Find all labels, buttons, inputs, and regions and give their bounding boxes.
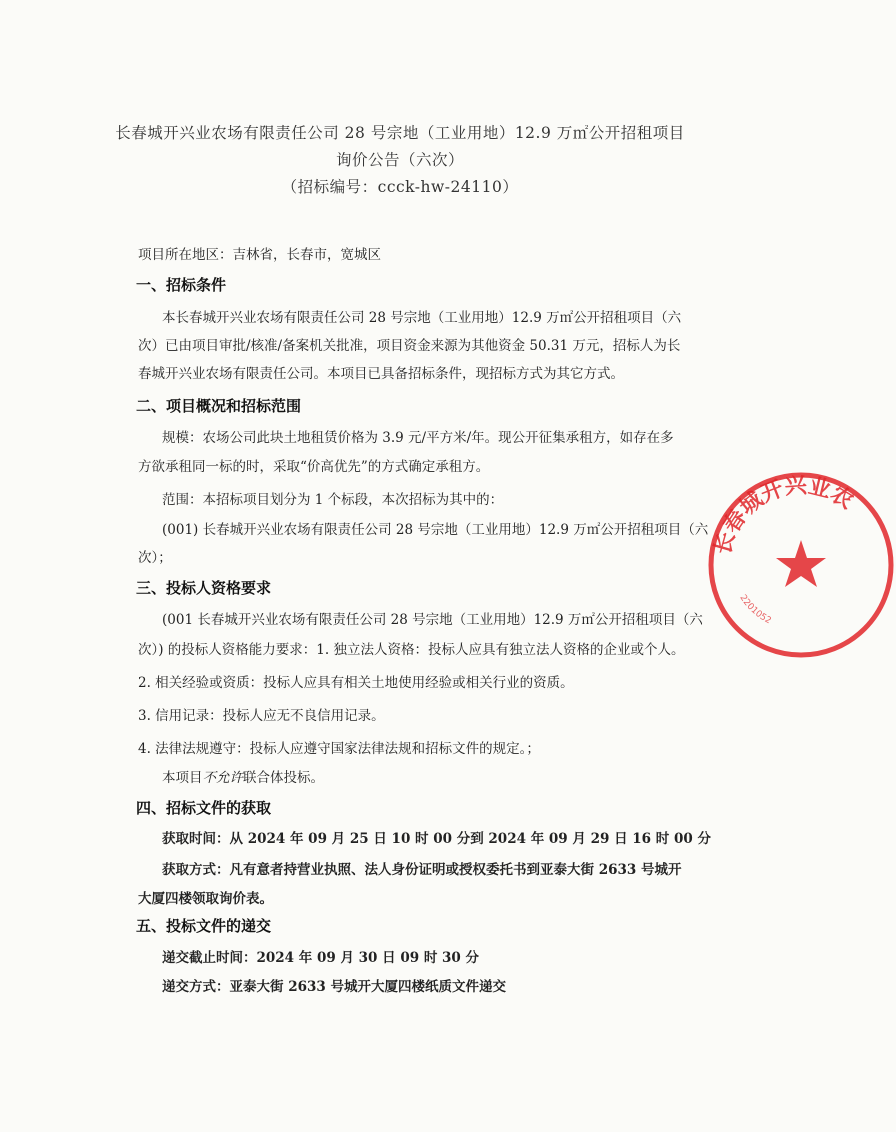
s1-line-1: 本长春城开兴业农场有限责任公司 28 号宗地（工业用地）12.9 万㎡公开招租项目（六 [162, 310, 682, 326]
section-heading-1: 一、招标条件 [136, 276, 227, 294]
s3-line-5: 4. 法律法规遵守：投标人应遵守国家法律法规和招标文件的规定。； [138, 741, 540, 757]
tender-number: （招标编号：ccck-hw-24110） [281, 178, 519, 196]
s2-line-5: 次）； [138, 550, 172, 566]
note-prefix: 本项目 [162, 770, 203, 786]
seal-text: 长春城开兴业农 [709, 472, 859, 558]
section-heading-4: 四、招标文件的获取 [136, 799, 272, 817]
s2-line-2: 方欲承租同一标的时，采取“价高优先”的方式确定承租方。 [138, 459, 490, 475]
note-italic: 不允许 [202, 770, 243, 786]
s3-joint-bid-note [162, 766, 324, 786]
company-seal [706, 470, 896, 660]
svg-text:2201052 [737, 593, 772, 626]
s3-line-3: 2. 相关经验或资质：投标人应具有相关土地使用经验或相关行业的资质。 [138, 675, 574, 691]
s5-line-2: 递交方式：亚泰大街 2633 号城开大厦四楼纸质文件递交 [162, 979, 506, 995]
section-heading-2: 二、项目概况和招标范围 [136, 397, 302, 415]
title-block [60, 120, 740, 201]
s4-line-2: 获取方式：凡有意者持营业执照、法人身份证明或授权委托书到亚泰大街 2633 号城开 [162, 862, 682, 878]
s2-line-1: 规模：农场公司此块土地租赁价格为 3.9 元/平方米/年。现公开征集承租方，如存在多 [162, 430, 674, 446]
s3-line-4: 3. 信用记录：投标人应无不良信用记录。 [138, 708, 385, 724]
s4-line-1: 获取时间：从 2024 年 09 月 25 日 10 时 00 分到 2024 年 09 月 29 日 16 时 00 分 [162, 831, 711, 847]
s4-line-3: 大厦四楼领取询价表。 [138, 891, 273, 907]
section-heading-3: 三、投标人资格要求 [136, 579, 272, 597]
section-heading-5: 五、投标文件的递交 [136, 917, 272, 935]
seal-number: 2201052 [737, 593, 773, 627]
s2-line-4: (001) 长春城开兴业农场有限责任公司 28 号宗地（工业用地）12.9 万㎡公开招租项目（六 [162, 522, 709, 538]
s1-line-2: 次）已由项目审批/核准/备案机关批准，项目资金来源为其他资金 50.31 万元，招标人为长 [138, 338, 681, 354]
note-suffix: 联合体投标。 [243, 770, 324, 786]
seal-star-icon [776, 540, 826, 587]
s5-line-1: 递交截止时间：2024 年 09 月 30 日 09 时 30 分 [162, 950, 480, 966]
title-line-2: 询价公告（六次） [335, 151, 464, 169]
s3-line-2: 次）) 的投标人资格能力要求：1. 独立法人资格：投标人应具有独立法人资格的企业或个人。 [138, 642, 685, 658]
title-line-1: 长春城开兴业农场有限责任公司 28 号宗地（工业用地）12.9 万㎡公开招租项目 [115, 124, 685, 142]
s3-line-1: (001 长春城开兴业农场有限责任公司 28 号宗地（工业用地）12.9 万㎡公开招租项目（六 [162, 612, 703, 628]
s1-line-3: 春城开兴业农场有限责任公司。本项目已具备招标条件，现招标方式为其它方式。 [138, 366, 624, 382]
s2-line-3: 范围：本招标项目划分为 1 个标段，本次招标为其中的： [162, 492, 504, 508]
svg-text:长春城开兴业农 [710, 472, 859, 557]
project-location: 项目所在地区：吉林省，长春市，宽城区 [138, 247, 381, 263]
